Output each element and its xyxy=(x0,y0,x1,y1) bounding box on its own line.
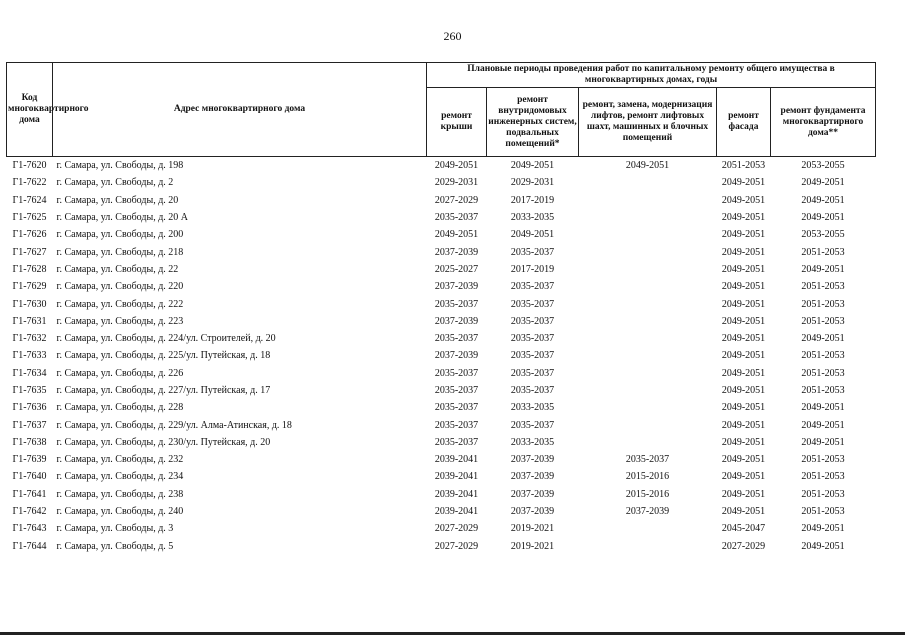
table-row xyxy=(7,382,876,399)
cell-facade: 2049-2051 xyxy=(721,471,766,483)
cell-foundation: 2051-2053 xyxy=(801,367,845,379)
cell-roof: 2035-2037 xyxy=(434,436,479,448)
table-row xyxy=(7,538,876,555)
cell-code: Г1-7642 xyxy=(12,506,47,518)
cell-facade: 2049-2051 xyxy=(721,350,766,362)
cell-foundation: 2053-2055 xyxy=(801,160,845,172)
cell-lifts: 2015-2016 xyxy=(625,488,670,500)
cell-lifts xyxy=(579,261,717,278)
cell-systems: 2035-2037 xyxy=(510,385,555,396)
cell-systems: 2035-2037 xyxy=(510,246,555,258)
cell-systems: 2017-2019 xyxy=(510,263,555,275)
table-row xyxy=(7,261,876,278)
cell-code: Г1-7633 xyxy=(12,350,47,362)
cell-code: Г1-7627 xyxy=(12,246,47,258)
cell-code: Г1-7641 xyxy=(12,488,47,500)
cell-address: г. Самара, ул. Свободы, д. 224/ул. Строителей, д. 20 xyxy=(56,333,276,345)
table-row xyxy=(7,192,876,209)
cell-foundation: 2049-2051 xyxy=(801,540,845,552)
cell-systems: 2035-2037 xyxy=(510,298,555,310)
cell-roof: 2027-2029 xyxy=(434,523,479,535)
header-roof: ремонт крыши xyxy=(427,88,487,157)
header-lifts: ремонт, замена, модернизация лифтов, ремонт лифтовых шахт, машинных и блочных помещений xyxy=(579,88,717,157)
cell-roof: 2037-2039 xyxy=(434,246,479,258)
cell-lifts xyxy=(579,295,717,312)
cell-address: г. Самара, ул. Свободы, д. 22 xyxy=(56,263,179,275)
cell-foundation: 2049-2051 xyxy=(801,523,845,535)
cell-systems: 2035-2037 xyxy=(510,281,555,293)
cell-roof: 2035-2037 xyxy=(434,402,479,414)
cell-roof: 2037-2039 xyxy=(434,281,479,293)
cell-lifts: 2035-2037 xyxy=(625,454,670,466)
cell-code: Г1-7625 xyxy=(12,212,47,224)
cell-roof: 2035-2037 xyxy=(434,385,479,396)
cell-roof: 2039-2041 xyxy=(434,471,479,483)
cell-lifts: 2037-2039 xyxy=(625,506,670,518)
cell-lifts xyxy=(579,313,717,330)
table-row xyxy=(7,243,876,260)
cell-systems: 2035-2037 xyxy=(510,419,555,431)
cell-roof: 2037-2039 xyxy=(434,315,479,327)
cell-lifts xyxy=(579,416,717,433)
cell-foundation: 2049-2051 xyxy=(801,436,845,448)
cell-systems: 2019-2021 xyxy=(510,540,555,552)
cell-foundation: 2049-2051 xyxy=(801,419,845,431)
cell-code: Г1-7638 xyxy=(12,436,47,448)
cell-code: Г1-7626 xyxy=(12,229,47,241)
cell-address: г. Самара, ул. Свободы, д. 238 xyxy=(56,488,184,500)
table-row xyxy=(7,278,876,295)
cell-systems: 2033-2035 xyxy=(510,402,555,414)
cell-code: Г1-7631 xyxy=(12,315,47,327)
table-row xyxy=(7,416,876,433)
table-row xyxy=(7,520,876,537)
cell-facade: 2051-2053 xyxy=(721,160,766,172)
cell-address: г. Самара, ул. Свободы, д. 228 xyxy=(56,402,184,414)
cell-lifts xyxy=(579,174,717,191)
cell-foundation: 2051-2053 xyxy=(801,385,845,396)
cell-systems: 2035-2037 xyxy=(510,367,555,379)
cell-address: г. Самара, ул. Свободы, д. 229/ул. Алма-Атинская, д. 18 xyxy=(56,419,292,431)
cell-systems: 2035-2037 xyxy=(510,315,555,327)
cell-foundation: 2051-2053 xyxy=(801,506,845,518)
cell-systems: 2049-2051 xyxy=(510,229,555,241)
cell-address: г. Самара, ул. Свободы, д. 5 xyxy=(56,540,174,552)
cell-roof: 2035-2037 xyxy=(434,419,479,431)
cell-roof: 2025-2027 xyxy=(434,263,479,275)
cell-lifts xyxy=(579,209,717,226)
cell-address: г. Самара, ул. Свободы, д. 200 xyxy=(56,229,184,241)
cell-lifts: 2015-2016 xyxy=(625,471,670,483)
cell-facade: 2045-2047 xyxy=(721,523,766,535)
table-row xyxy=(7,157,876,175)
cell-facade: 2049-2051 xyxy=(721,454,766,466)
cell-facade: 2049-2051 xyxy=(721,419,766,431)
table-row xyxy=(7,347,876,364)
cell-code: Г1-7634 xyxy=(12,367,47,379)
cell-roof: 2027-2029 xyxy=(434,194,479,206)
cell-foundation: 2051-2053 xyxy=(801,488,845,500)
cell-code: Г1-7639 xyxy=(12,454,47,466)
cell-lifts xyxy=(579,365,717,382)
cell-lifts xyxy=(579,330,717,347)
cell-address: г. Самара, ул. Свободы, д. 2 xyxy=(56,177,174,189)
cell-code: Г1-7640 xyxy=(12,471,47,483)
cell-roof: 2035-2037 xyxy=(434,333,479,345)
cell-lifts xyxy=(579,192,717,209)
table-row xyxy=(7,365,876,382)
table-row xyxy=(7,313,876,330)
cell-address: г. Самара, ул. Свободы, д. 232 xyxy=(56,454,184,466)
cell-code: Г1-7644 xyxy=(12,540,47,552)
header-foundation: ремонт фундамента многоквартирного дома** xyxy=(771,88,876,157)
cell-roof: 2039-2041 xyxy=(434,506,479,518)
cell-roof: 2049-2051 xyxy=(434,160,479,172)
table-row xyxy=(7,503,876,520)
cell-systems: 2035-2037 xyxy=(510,333,555,345)
cell-roof: 2027-2029 xyxy=(434,540,479,552)
cell-foundation: 2049-2051 xyxy=(801,177,845,189)
cell-address: г. Самара, ул. Свободы, д. 218 xyxy=(56,246,184,258)
cell-foundation: 2051-2053 xyxy=(801,471,845,483)
cell-systems: 2017-2019 xyxy=(510,194,555,206)
cell-roof: 2035-2037 xyxy=(434,367,479,379)
cell-roof: 2035-2037 xyxy=(434,298,479,310)
cell-address: г. Самара, ул. Свободы, д. 227/ул. Путейская, д. 17 xyxy=(56,385,271,396)
cell-facade: 2049-2051 xyxy=(721,436,766,448)
cell-systems: 2037-2039 xyxy=(510,488,555,500)
cell-lifts xyxy=(579,243,717,260)
cell-code: Г1-7630 xyxy=(12,298,47,310)
cell-roof: 2037-2039 xyxy=(434,350,479,362)
table-row xyxy=(7,209,876,226)
cell-facade: 2027-2029 xyxy=(721,540,766,552)
cell-foundation: 2049-2051 xyxy=(801,402,845,414)
cell-roof: 2035-2037 xyxy=(434,212,479,224)
cell-code: Г1-7629 xyxy=(12,281,47,293)
cell-address: г. Самара, ул. Свободы, д. 230/ул. Путейская, д. 20 xyxy=(56,436,271,448)
cell-systems: 2049-2051 xyxy=(510,160,555,172)
cell-address: г. Самара, ул. Свободы, д. 223 xyxy=(56,315,184,327)
table-row xyxy=(7,399,876,416)
header-facade: ремонт фасада xyxy=(717,88,771,157)
cell-facade: 2049-2051 xyxy=(721,298,766,310)
cell-foundation: 2051-2053 xyxy=(801,298,845,310)
cell-roof: 2049-2051 xyxy=(434,229,479,241)
cell-code: Г1-7624 xyxy=(12,194,47,206)
cell-facade: 2049-2051 xyxy=(721,177,766,189)
page-number: 260 xyxy=(443,29,462,43)
table-row xyxy=(7,226,876,243)
cell-address: г. Самара, ул. Свободы, д. 198 xyxy=(56,160,184,172)
cell-roof: 2039-2041 xyxy=(434,488,479,500)
cell-lifts xyxy=(579,278,717,295)
cell-foundation: 2053-2055 xyxy=(801,229,845,241)
cell-facade: 2049-2051 xyxy=(721,229,766,241)
cell-foundation: 2051-2053 xyxy=(801,246,845,258)
table-row xyxy=(7,451,876,468)
cell-foundation: 2049-2051 xyxy=(801,194,845,206)
cell-lifts: 2049-2051 xyxy=(625,160,670,172)
cell-lifts xyxy=(579,347,717,364)
cell-address: г. Самара, ул. Свободы, д. 240 xyxy=(56,506,184,518)
cell-code: Г1-7636 xyxy=(12,402,47,414)
cell-code: Г1-7637 xyxy=(12,419,47,431)
cell-facade: 2049-2051 xyxy=(721,263,766,275)
header-address: Адрес многоквартирного дома xyxy=(53,63,427,157)
cell-systems: 2033-2035 xyxy=(510,436,555,448)
cell-address: г. Самара, ул. Свободы, д. 20 xyxy=(56,194,179,206)
table-row xyxy=(7,434,876,451)
cell-lifts xyxy=(579,399,717,416)
cell-code: Г1-7632 xyxy=(12,333,47,345)
cell-systems: 2029-2031 xyxy=(510,177,555,189)
cell-systems: 2037-2039 xyxy=(510,506,555,518)
capital-repair-table xyxy=(6,62,876,555)
cell-foundation: 2049-2051 xyxy=(801,263,845,275)
cell-facade: 2049-2051 xyxy=(721,488,766,500)
cell-roof: 2029-2031 xyxy=(434,177,479,189)
cell-address: г. Самара, ул. Свободы, д. 220 xyxy=(56,281,184,293)
cell-lifts xyxy=(579,382,717,399)
table-body xyxy=(7,157,876,555)
cell-facade: 2049-2051 xyxy=(721,333,766,345)
cell-address: г. Самара, ул. Свободы, д. 20 А xyxy=(56,212,189,224)
cell-facade: 2049-2051 xyxy=(721,212,766,224)
cell-systems: 2033-2035 xyxy=(510,212,555,224)
cell-foundation: 2051-2053 xyxy=(801,350,845,362)
cell-facade: 2049-2051 xyxy=(721,246,766,258)
cell-systems: 2019-2021 xyxy=(510,523,555,535)
cell-foundation: 2051-2053 xyxy=(801,281,845,293)
cell-systems: 2037-2039 xyxy=(510,471,555,483)
cell-code: Г1-7622 xyxy=(12,177,47,189)
cell-foundation: 2049-2051 xyxy=(801,212,845,224)
header-systems: ремонт внутридомовых инженерных систем, подвальных помещений* xyxy=(487,88,579,157)
table-row xyxy=(7,486,876,503)
cell-code: Г1-7643 xyxy=(12,523,47,535)
cell-lifts xyxy=(579,226,717,243)
page-bottom-rule xyxy=(0,632,905,635)
table-row xyxy=(7,295,876,312)
cell-systems: 2037-2039 xyxy=(510,454,555,466)
header-code: Код многоквартирного дома xyxy=(7,63,53,157)
cell-foundation: 2051-2053 xyxy=(801,315,845,327)
cell-systems: 2035-2037 xyxy=(510,350,555,362)
cell-facade: 2049-2051 xyxy=(721,281,766,293)
cell-foundation: 2049-2051 xyxy=(801,333,845,345)
cell-foundation: 2051-2053 xyxy=(801,454,845,466)
cell-facade: 2049-2051 xyxy=(721,506,766,518)
table-row xyxy=(7,468,876,485)
cell-facade: 2049-2051 xyxy=(721,402,766,414)
cell-address: г. Самара, ул. Свободы, д. 234 xyxy=(56,471,184,483)
cell-facade: 2049-2051 xyxy=(721,367,766,379)
cell-code: Г1-7635 xyxy=(12,385,47,396)
cell-lifts xyxy=(579,538,717,555)
table-header xyxy=(7,63,876,157)
cell-address: г. Самара, ул. Свободы, д. 226 xyxy=(56,367,184,379)
cell-facade: 2049-2051 xyxy=(721,315,766,327)
header-periods: Плановые периоды проведения работ по капитальному ремонту общего имущества в многоквартирных домах, годы xyxy=(427,63,876,88)
cell-lifts xyxy=(579,520,717,537)
table-row xyxy=(7,174,876,191)
cell-facade: 2049-2051 xyxy=(721,385,766,396)
cell-code: Г1-7620 xyxy=(12,160,47,172)
cell-roof: 2039-2041 xyxy=(434,454,479,466)
cell-code: Г1-7628 xyxy=(12,263,47,275)
cell-lifts xyxy=(579,434,717,451)
cell-facade: 2049-2051 xyxy=(721,194,766,206)
cell-address: г. Самара, ул. Свободы, д. 222 xyxy=(56,298,184,310)
cell-address: г. Самара, ул. Свободы, д. 3 xyxy=(56,523,174,535)
cell-address: г. Самара, ул. Свободы, д. 225/ул. Путейская, д. 18 xyxy=(56,350,271,362)
table-row xyxy=(7,330,876,347)
